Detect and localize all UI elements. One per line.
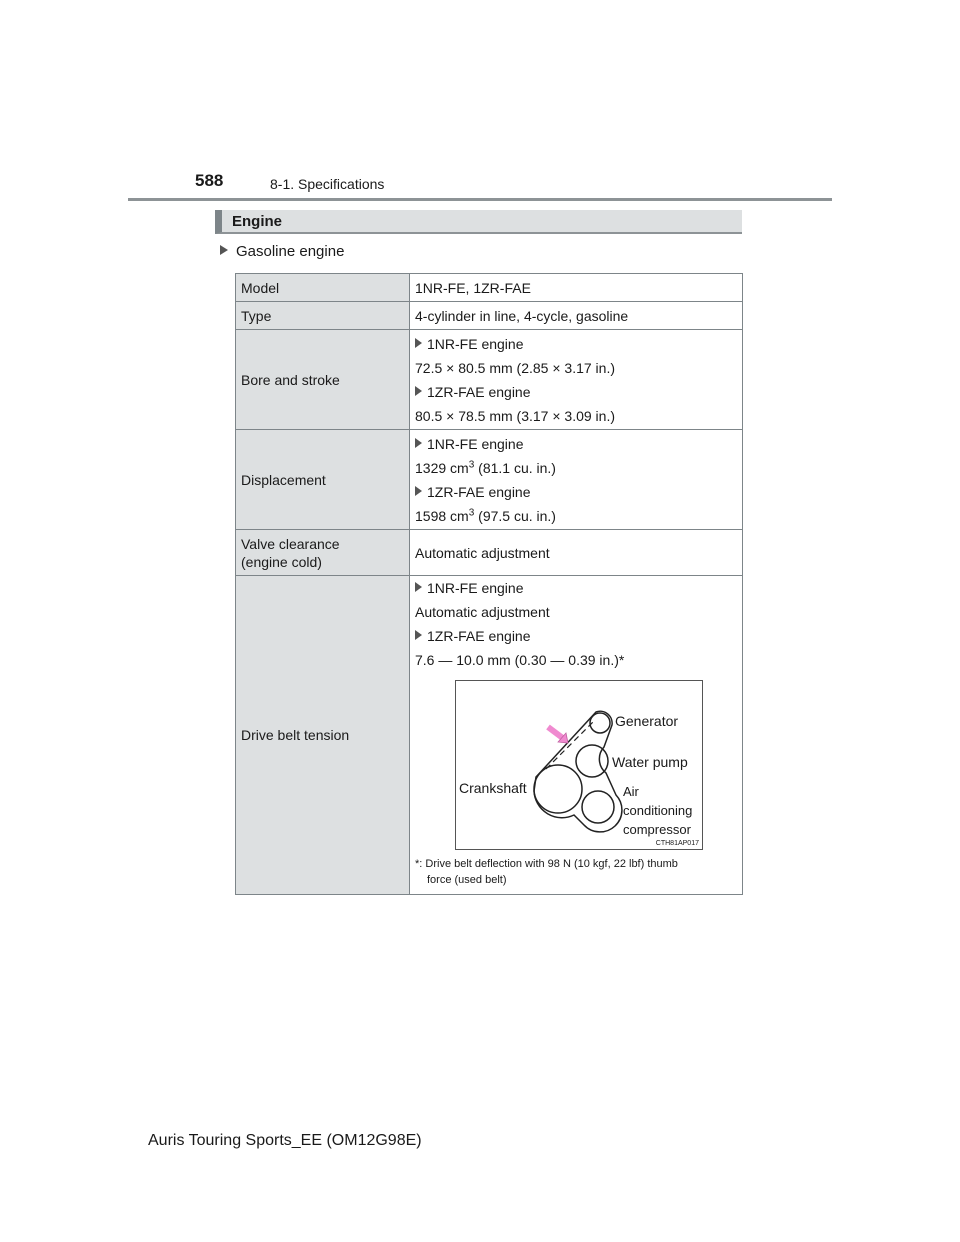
- disp-sub2-text: 1ZR-FAE engine: [427, 483, 531, 500]
- disp-sub1: [415, 432, 742, 456]
- footer-text: Auris Touring Sports_EE (OM12G98E): [148, 1132, 422, 1149]
- generator-label: Generator: [615, 713, 679, 729]
- table-row-model: [236, 274, 743, 302]
- label-type: Type: [236, 302, 410, 330]
- bore-sub1-text: 1NR-FE engine: [427, 335, 524, 352]
- engine-heading: Engine: [232, 213, 283, 230]
- label-model: Model: [236, 274, 410, 302]
- disp-val1-sup: 3: [468, 458, 475, 470]
- disp-val2: [415, 504, 742, 528]
- value-bore: [410, 330, 743, 430]
- header-rule: [128, 198, 832, 201]
- value-model: 1NR-FE, 1ZR-FAE: [410, 274, 743, 302]
- triangle-bullet-icon: [415, 582, 422, 592]
- disp-val2-sup: 3: [468, 506, 475, 518]
- ac-compressor-pulley: [582, 791, 614, 823]
- disp-val1-rest: (81.1 cu. in.): [474, 459, 556, 476]
- label-valve-line1: Valve clearance: [241, 535, 340, 552]
- table-row-bore: [236, 330, 743, 430]
- subheading-text: Gasoline engine: [236, 243, 345, 260]
- label-displacement: Displacement: [236, 430, 410, 530]
- crankshaft-label: Crankshaft: [459, 780, 527, 796]
- ac-label-line2: conditioning: [623, 803, 693, 818]
- bore-sub1: [415, 332, 742, 356]
- bore-sub2-text: 1ZR-FAE engine: [427, 383, 531, 400]
- footnote-line2: force (used belt): [427, 874, 507, 886]
- disp-val1-num: 1329 cm: [415, 459, 469, 476]
- table-row-displacement: [236, 430, 743, 530]
- table-row-belt: [236, 576, 743, 895]
- ac-label-line3: compressor: [623, 822, 691, 837]
- triangle-bullet-icon: [415, 386, 422, 396]
- belt-sub1: [415, 576, 742, 600]
- table-row-valve: [236, 530, 743, 576]
- label-belt: Drive belt tension: [236, 576, 410, 895]
- water-pump-pulley: [576, 745, 608, 777]
- bore-sub2: [415, 380, 742, 404]
- label-valve-line2: (engine cold): [241, 553, 322, 570]
- belt-val1: Automatic adjustment: [415, 604, 550, 620]
- label-bore: Bore and stroke: [236, 330, 410, 430]
- belt-sub2-text: 1ZR-FAE engine: [427, 628, 531, 644]
- triangle-bullet-icon: [415, 630, 422, 640]
- value-displacement: [410, 430, 743, 530]
- disp-val1: [415, 456, 742, 480]
- engine-spec-table: [235, 273, 743, 895]
- triangle-bullet-icon: [415, 438, 422, 448]
- bore-val2: 80.5 × 78.5 mm (3.17 × 3.09 in.): [415, 407, 616, 424]
- disp-val2-num: 1598 cm: [415, 507, 469, 524]
- value-valve: Automatic adjustment: [410, 530, 743, 576]
- belt-sub1-text: 1NR-FE engine: [427, 580, 524, 596]
- disp-val2-rest: (97.5 cu. in.): [474, 507, 556, 524]
- figure-code: CTH81AP017: [655, 840, 699, 847]
- triangle-bullet-icon: [415, 486, 422, 496]
- ac-label-line1: Air: [623, 784, 639, 799]
- section-title: 8-1. Specifications: [270, 176, 385, 192]
- drive-belt-diagram: [455, 680, 703, 850]
- gasoline-engine-subheading: [220, 243, 344, 260]
- triangle-bullet-icon: [415, 338, 422, 348]
- value-belt: [410, 576, 743, 895]
- belt-val2: 7.6 — 10.0 mm (0.30 — 0.39 in.)*: [415, 652, 625, 668]
- label-valve: [236, 530, 410, 576]
- bore-val1: 72.5 × 80.5 mm (2.85 × 3.17 in.): [415, 359, 616, 376]
- table-row-type: [236, 302, 743, 330]
- footnote-line1: *: Drive belt deflection with 98 N (10 kgf, 22 lbf) thumb: [415, 858, 678, 870]
- page-number: 588: [195, 171, 224, 190]
- water-pump-label: Water pump: [612, 754, 688, 770]
- value-type: 4-cylinder in line, 4-cycle, gasoline: [410, 302, 743, 330]
- belt-sub2: [415, 624, 742, 648]
- disp-sub1-text: 1NR-FE engine: [427, 435, 524, 452]
- engine-heading-bar: [215, 210, 742, 234]
- disp-sub2: [415, 480, 742, 504]
- triangle-bullet-icon: [220, 245, 228, 255]
- arrow-shaft-icon: [548, 727, 564, 739]
- belt-footnote: [415, 850, 742, 894]
